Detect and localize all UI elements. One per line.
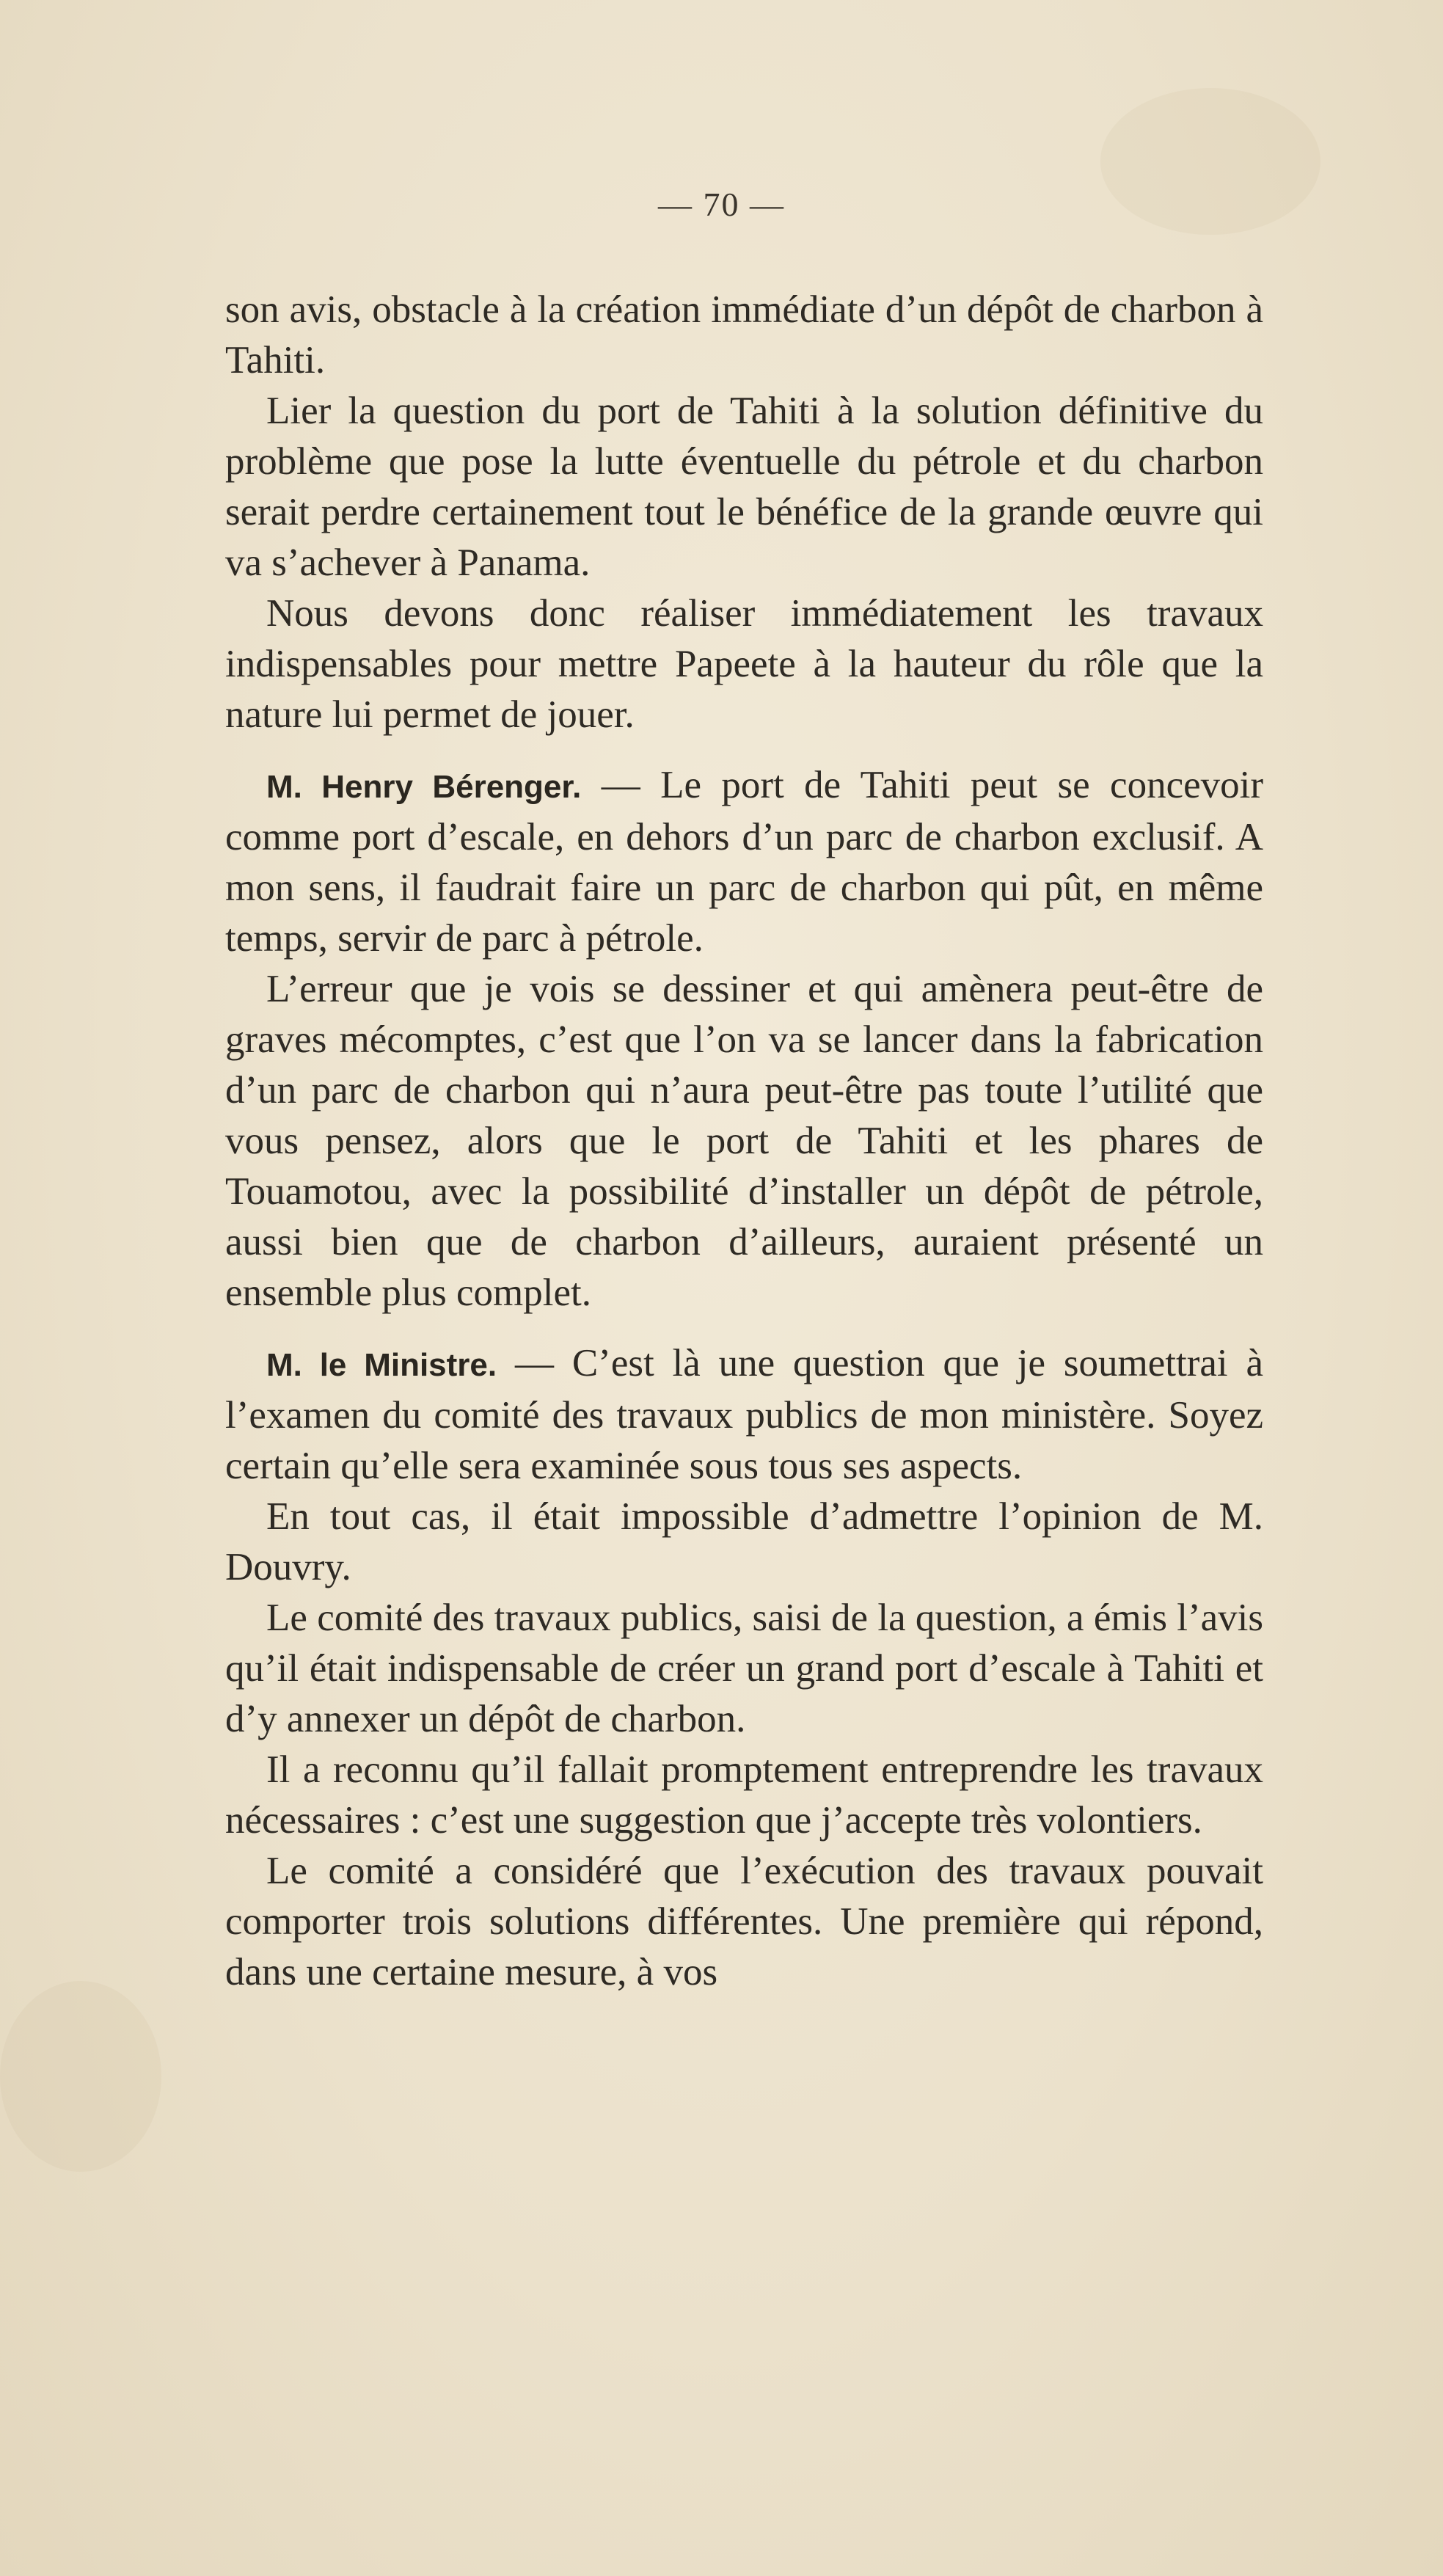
paragraph-text: Lier la question du port de Tahiti à la solution définitive du problème que pose la lutte éventuelle du pétrole et du charbon serait perdre certainement tout le bénéfice de la grande œuvre qui va s’achever à Panama.	[225, 390, 1263, 584]
paragraph	[225, 1492, 1263, 1593]
paragraph-text: L’erreur que je vois se dessiner et qui amènera peut-être de graves mécomptes, c’est que l’on va se lancer dans la fabrication d’un parc de charbon qui n’aura peut-être pas toute l’utilité que vous pensez, alors que le port de Tahiti et les phares de Touamotou, avec la possibilité d’installer un dépôt de pétrole, aussi bien que de charbon d’ailleurs, auraient présenté un ensemble plus complet.	[225, 968, 1263, 1314]
paragraph-text: Nous devons donc réaliser immédiatement les travaux indispensables pour mettre Papeete à la hauteur du rôle que la nature lui permet de jouer.	[225, 592, 1263, 736]
paragraph	[225, 1745, 1263, 1846]
body-text	[225, 285, 1263, 1998]
paper-stain	[0, 1981, 161, 2172]
paragraph-text: son avis, obstacle à la création immédiate d’un dépôt de charbon à Tahiti.	[225, 288, 1263, 382]
paragraph	[225, 285, 1263, 386]
speech-paragraph	[225, 1338, 1263, 1492]
paragraph	[225, 964, 1263, 1318]
paragraph-text: Le comité a considéré que l’exécution des travaux pouvait comporter trois solutions différentes. Une première qui répond, dans une certaine mesure, à vos	[225, 1850, 1263, 1993]
paragraph-text: — C’est là une question que je soumettrai à l’examen du comité des travaux publics de mon ministère. Soyez certain qu’elle sera examinée sous tous ses aspects.	[225, 1342, 1263, 1487]
paragraph-text: Il a reconnu qu’il fallait promptement entreprendre les travaux nécessaires : c’est une suggestion que j’accepte très volontiers.	[225, 1748, 1263, 1842]
paragraph-text: Le comité des travaux publics, saisi de la question, a émis l’avis qu’il était indispensable de créer un grand port d’escale à Tahiti et d’y annexer un dépôt de charbon.	[225, 1597, 1263, 1740]
page-number: — 70 —	[658, 186, 785, 223]
paragraph	[225, 1593, 1263, 1745]
paragraph-text: — Le port de Tahiti peut se concevoir comme port d’escale, en dehors d’un parc de charbon exclusif. A mon sens, il faudrait faire un parc de charbon qui pût, en même temps, servir de parc à pétrole.	[225, 764, 1263, 960]
paragraph	[225, 386, 1263, 588]
speaker-name: M. Henry Bérenger.	[266, 769, 582, 805]
paragraph-text: En tout cas, il était impossible d’admettre l’opinion de M. Douvry.	[225, 1495, 1263, 1588]
speaker-name: M. le Ministre.	[266, 1347, 497, 1383]
speech-paragraph	[225, 760, 1263, 964]
paragraph	[225, 1846, 1263, 1998]
paragraph	[225, 588, 1263, 740]
